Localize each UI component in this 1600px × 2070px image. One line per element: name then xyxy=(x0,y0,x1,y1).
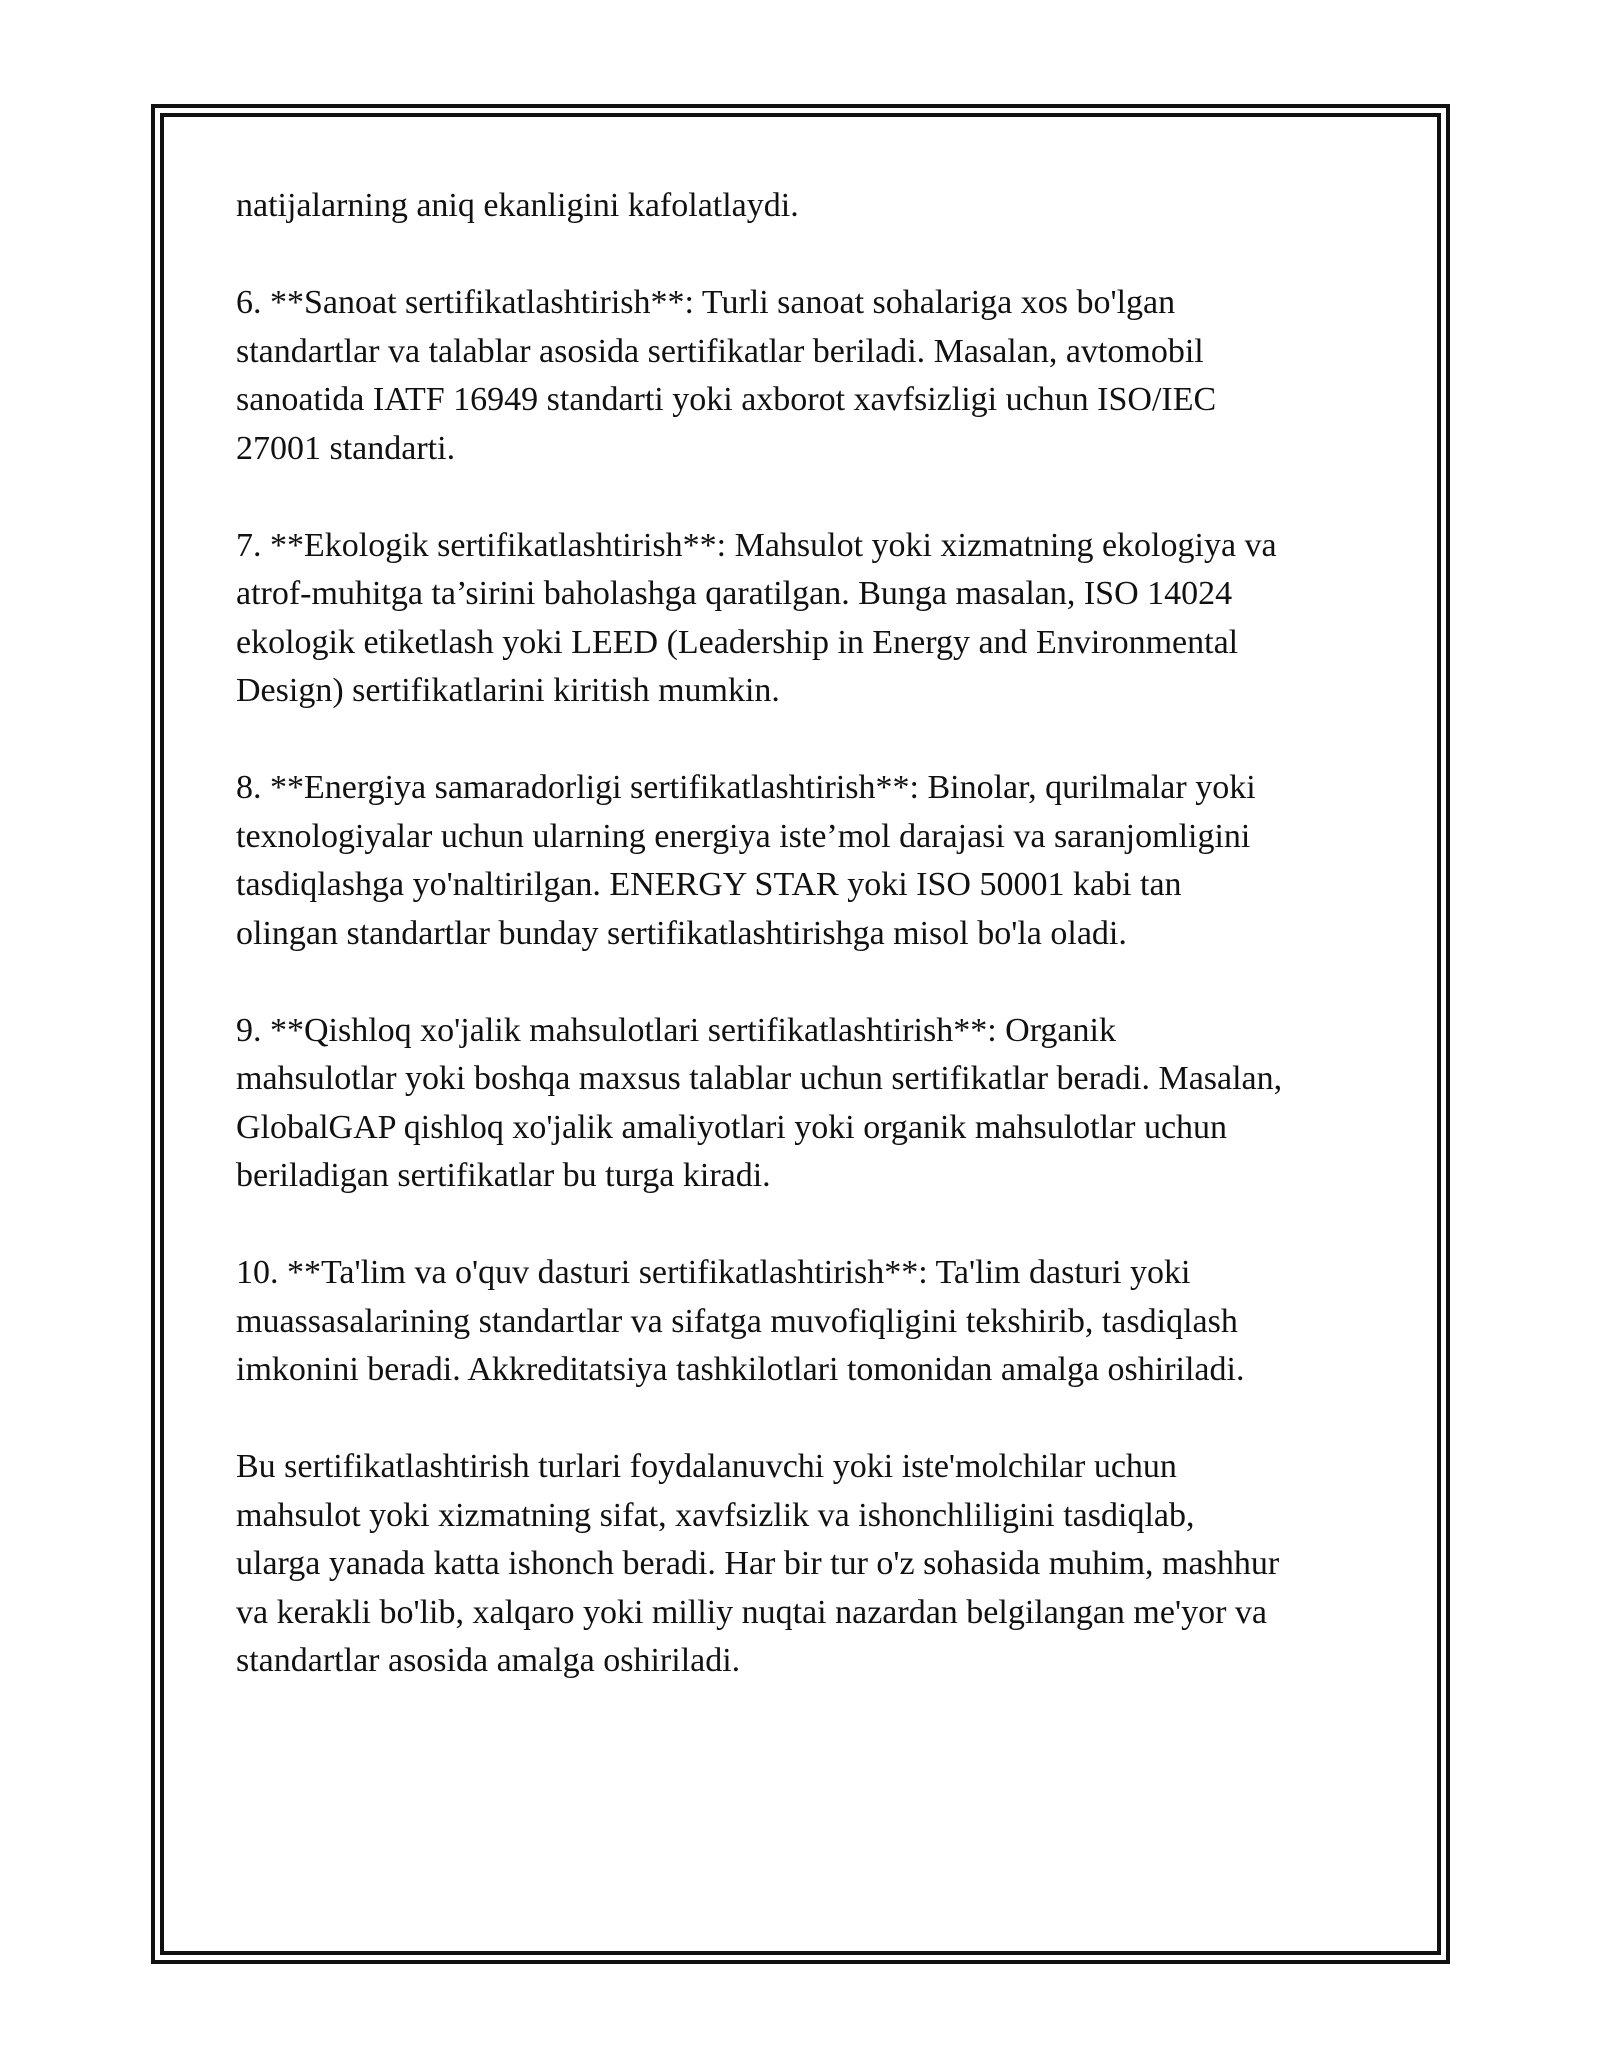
paragraph-intro-continuation: natijalarning aniq ekanligini kafolatlaydi. xyxy=(236,187,799,224)
paragraph-conclusion: Bu sertifikatlashtirish turlari foydalanuvchi yoki iste'molchilar uchun mahsulot yoki xizmatning sifat, xavfsizlik va ishonchliligini tasdiqlab, ularga yanada katta ishonch beradi. Har bir tur o'z sohasida muhim, mashhur va kerakli bo'lib, xalqaro yoki milliy nuqtai nazardan belgilangan me'yor va standartlar asosida amalga oshiriladi. xyxy=(236,1448,1280,1679)
paragraph-item-7: 7. **Ekologik sertifikatlashtirish**: Mahsulot yoki xizmatning ekologiya va atrof-muhitga ta’sirini baholashga qaratilgan. Bunga masalan, ISO 14024 ekologik etiketlash yoki LEED (Leadership in Energy and Environmental Design) sertifikatlarini kiritish mumkin. xyxy=(236,526,1277,709)
paragraph-item-6: 6. **Sanoat sertifikatlashtirish**: Turli sanoat sohalariga xos bo'lgan standartlar va talablar asosida sertifikatlar beriladi. Masalan, avtomobil sanoatida IATF 16949 standarti yoki axborot xavfsizligi uchun ISO/IEC 27001 standarti. xyxy=(236,284,1217,467)
paragraph-item-8: 8. **Energiya samaradorligi sertifikatlashtirish**: Binolar, qurilmalar yoki texnologiyalar uchun ularning energiya iste’mol darajasi va saranjomligini tasdiqlashga yo'naltirilgan. ENERGY STAR yoki ISO 50001 kabi tan olingan standartlar bunday sertifikatlashtirishga misol bo'la oladi. xyxy=(236,769,1256,952)
paragraph-item-10: 10. **Ta'lim va o'quv dasturi sertifikatlashtirish**: Ta'lim dasturi yoki muassasalarining standartlar va sifatga muvofiqligini tekshirib, tasdiqlash imkonini beradi. Akkreditatsiya tashkilotlari tomonidan amalga oshiriladi. xyxy=(236,1254,1245,1388)
document-body xyxy=(236,182,1386,1734)
paragraph-item-9: 9. **Qishloq xo'jalik mahsulotlari sertifikatlashtirish**: Organik mahsulotlar yoki boshqa maxsus talablar uchun sertifikatlar beradi. Masalan, GlobalGAP qishloq xo'jalik amaliyotlari yoki organik mahsulotlar uchun beriladigan sertifikatlar bu turga kiradi. xyxy=(236,1011,1283,1194)
